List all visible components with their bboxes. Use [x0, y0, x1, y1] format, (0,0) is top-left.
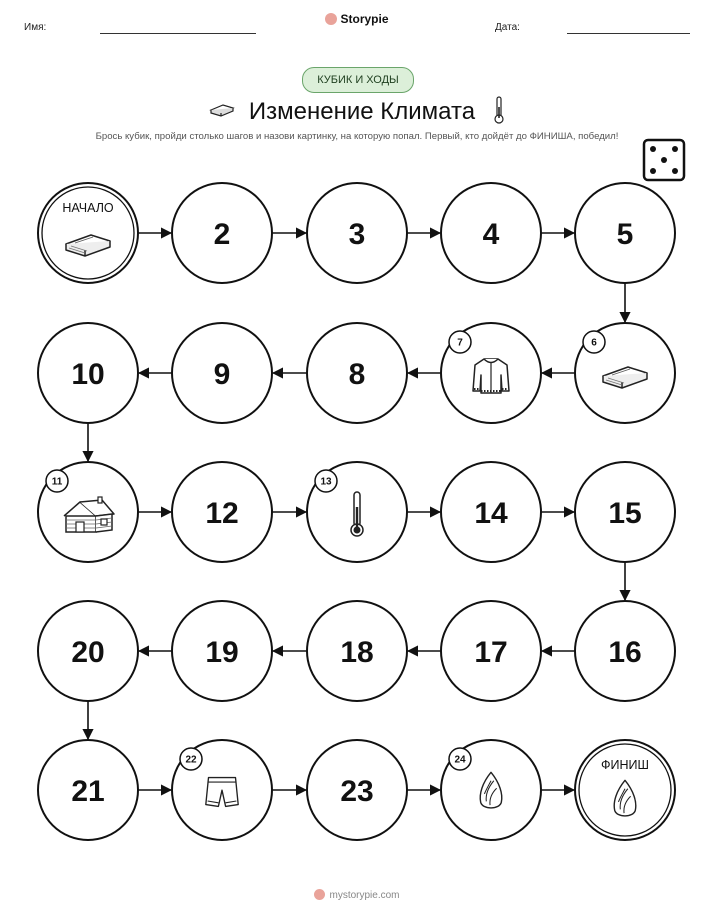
dice-icon	[644, 140, 684, 180]
board-cell-7	[441, 323, 541, 423]
cell-number: 17	[474, 636, 508, 669]
board-cell-2	[172, 183, 272, 283]
cell-number-badge: 22	[185, 754, 197, 766]
board-cell-8	[307, 323, 407, 423]
cell-number: 18	[340, 636, 374, 669]
board-cell-6	[575, 323, 675, 423]
board-cell-15	[575, 462, 675, 562]
name-label: Имя:	[24, 22, 47, 33]
cell-number: 15	[608, 497, 642, 530]
cell-number: 21	[71, 775, 105, 808]
cell-number-badge: 6	[591, 337, 597, 349]
start-cell	[38, 183, 138, 283]
board-cell-22	[172, 740, 272, 840]
board-cell-5	[575, 183, 675, 283]
footer	[0, 889, 714, 901]
cell-number: 16	[608, 636, 642, 669]
cell-number: 12	[205, 497, 239, 530]
cell-number: 4	[482, 218, 500, 251]
cell-label: ФИНИШ	[601, 758, 649, 772]
cell-number-badge: 13	[320, 476, 332, 488]
board-cell-19	[172, 601, 272, 701]
board-cell-17	[441, 601, 541, 701]
board-cell-21	[38, 740, 138, 840]
game-type-badge: КУБИК И ХОДЫ	[302, 67, 414, 93]
instructions: Брось кубик, пройди столько шагов и назови картинку, на которую попал. Первый, кто дойдёт до ФИНИША, победил!	[95, 131, 619, 142]
board-cell-11	[38, 462, 138, 562]
cell-label: НАЧАЛО	[62, 201, 114, 215]
board-cell-4	[441, 183, 541, 283]
cell-number-badge: 11	[51, 476, 63, 488]
cell-number-badge: 7	[457, 337, 463, 349]
footer-url: mystorypie.com	[329, 890, 400, 901]
cell-number: 19	[205, 636, 239, 669]
board-cell-20	[38, 601, 138, 701]
board-cell-14	[441, 462, 541, 562]
board-cell-12	[172, 462, 272, 562]
cell-number-badge: 24	[454, 754, 466, 766]
bear-icon	[314, 889, 325, 900]
cell-number: 3	[348, 218, 366, 251]
cell-number: 10	[71, 358, 105, 391]
board-cell-13	[307, 462, 407, 562]
cell-number: 14	[474, 497, 508, 530]
cell-number: 20	[71, 636, 105, 669]
board-cell-18	[307, 601, 407, 701]
cell-number: 2	[213, 218, 231, 251]
board-cell-3	[307, 183, 407, 283]
finish-cell	[575, 740, 675, 840]
board-cell-24	[441, 740, 541, 840]
board-cell-23	[307, 740, 407, 840]
cell-number: 23	[340, 775, 374, 808]
coat-icon	[473, 359, 509, 393]
date-label: Дата:	[495, 22, 520, 33]
cell-number: 9	[213, 358, 231, 391]
title-text: Изменение Климата	[248, 98, 476, 125]
board-cell-9	[172, 323, 272, 423]
cell-number: 5	[616, 218, 634, 251]
cell-number: 8	[348, 358, 366, 391]
board-cell-10	[38, 323, 138, 423]
board-cell-16	[575, 601, 675, 701]
brand-name: Storypie	[340, 12, 389, 26]
